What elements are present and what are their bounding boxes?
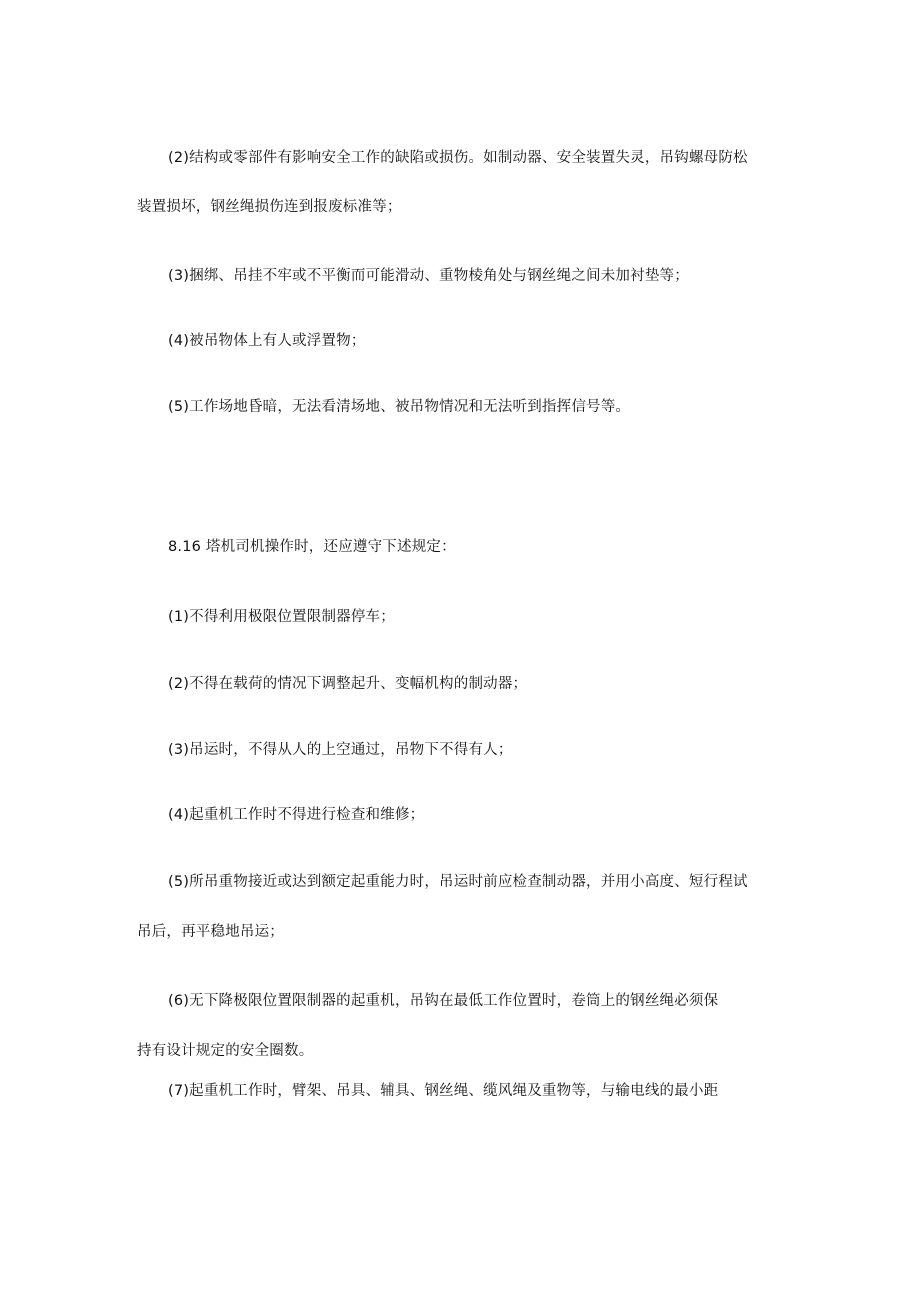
rule-item-4: (4)起重机工作时不得进行检查和维修； — [168, 807, 425, 823]
paragraph-item-2-line-2: 装置损坏，钢丝绳损伤连到报废标准等； — [137, 199, 402, 215]
rule-item-1: (1)不得利用极限位置限制器停车； — [168, 609, 395, 625]
rule-item-2: (2)不得在载荷的情况下调整起升、变幅机构的制动器； — [168, 676, 528, 692]
rule-item-5-line-1: (5)所吊重物接近或达到额定起重能力时，吊运时前应检查制动器，并用小高度、短行程试 — [168, 874, 748, 890]
section-heading-8-16: 8.16 塔机司机操作时，还应遵守下述规定： — [168, 539, 456, 555]
paragraph-item-4: (4)被吊物体上有人或浮置物； — [168, 333, 366, 349]
rule-item-6-line-1: (6)无下降极限位置限制器的起重机，吊钩在最低工作位置时，卷筒上的钢丝绳必须保 — [168, 993, 719, 1009]
rule-item-6-line-2: 持有设计规定的安全圈数。 — [137, 1043, 314, 1059]
paragraph-item-3: (3)捆绑、吊挂不牢或不平衡而可能滑动、重物棱角处与钢丝绳之间未加衬垫等； — [168, 268, 689, 284]
rule-item-5-line-2: 吊后，再平稳地吊运； — [137, 924, 284, 940]
rule-item-3: (3)吊运时，不得从人的上空通过，吊物下不得有人； — [168, 742, 513, 758]
paragraph-item-5: (5)工作场地昏暗，无法看清场地、被吊物情况和无法听到指挥信号等。 — [168, 399, 631, 415]
rule-item-7-line-1: (7)起重机工作时，臂架、吊具、辅具、钢丝绳、缆风绳及重物等，与输电线的最小距 — [168, 1083, 719, 1099]
paragraph-item-2-line-1: (2)结构或零部件有影响安全工作的缺陷或损伤。如制动器、安全装置失灵，吊钩螺母防松 — [168, 150, 748, 166]
